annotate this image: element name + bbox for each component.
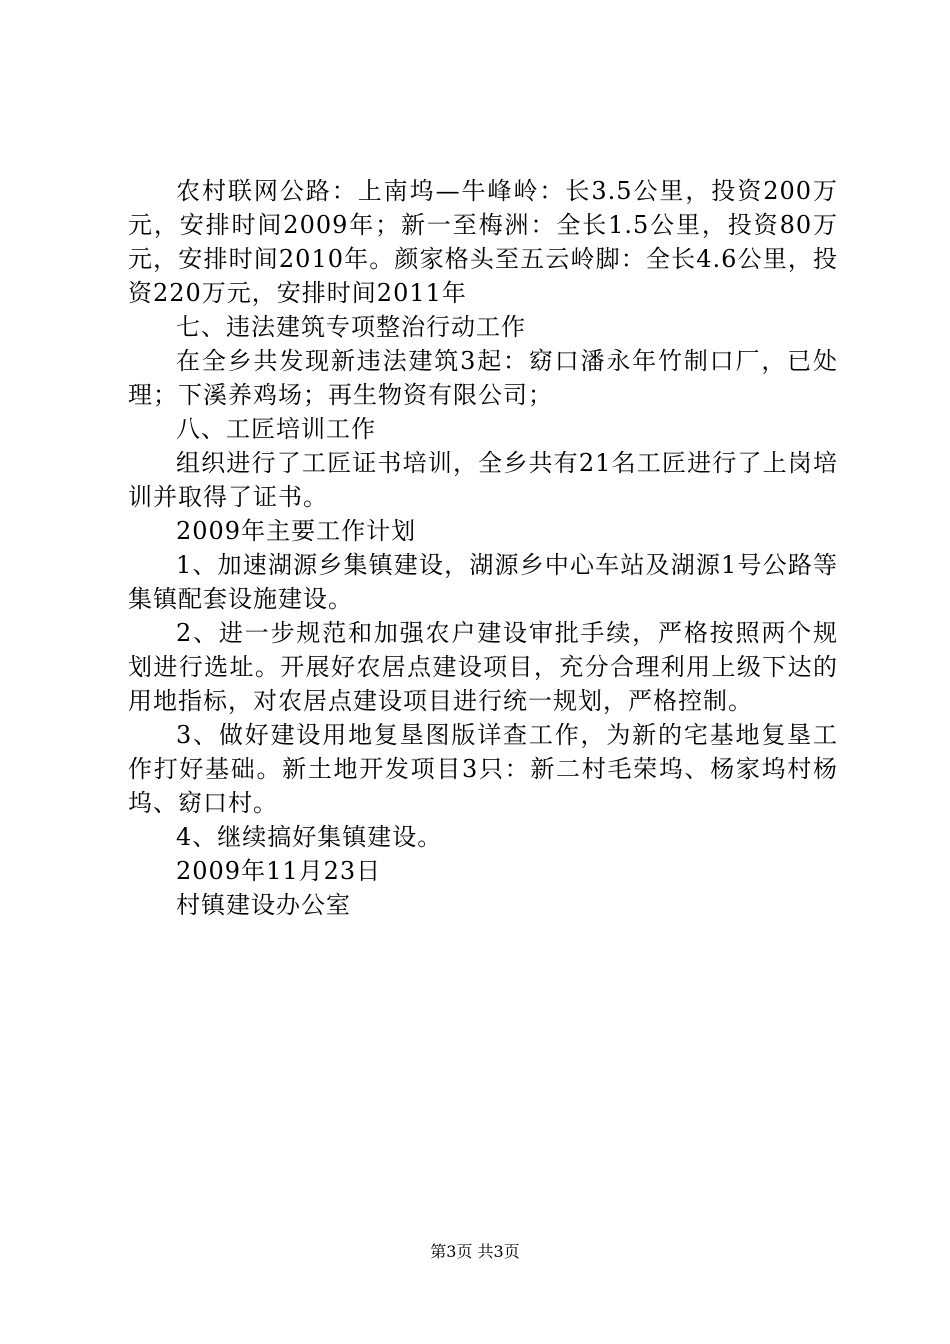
document-date: 2009年11月23日 bbox=[176, 857, 382, 885]
document-signature-office: 村镇建设办公室 bbox=[176, 891, 351, 919]
paragraph-illegal-building: 在全乡共发现新违法建筑3起：窈口潘永年竹制口厂，已处理；下溪养鸡场；再生物资有限公司； bbox=[128, 347, 838, 409]
section-heading-illegal-building: 七、违法建筑专项整治行动工作 bbox=[176, 313, 526, 341]
page-footer: 第3页 共3页 bbox=[430, 1242, 520, 1261]
plan-item-3: 3、做好建设用地复垦图版详查工作，为新的宅基地复垦工作打好基础。新土地开发项目3只：新二村毛荣坞、杨家坞村杨坞、窈口村。 bbox=[128, 721, 838, 817]
section-heading-craftsman-training: 八、工匠培训工作 bbox=[176, 415, 376, 443]
plan-item-4: 4、继续搞好集镇建设。 bbox=[176, 823, 443, 851]
document-body bbox=[128, 174, 838, 922]
plan-item-2: 2、进一步规范和加强农户建设审批手续，严格按照两个规划进行选址。开展好农居点建设项目，充分合理利用上级下达的用地指标，对农居点建设项目进行统一规划，严格控制。 bbox=[128, 619, 838, 715]
section-heading-work-plan: 2009年主要工作计划 bbox=[176, 517, 417, 545]
paragraph-craftsman-training: 组织进行了工匠证书培训，全乡共有21名工匠进行了上岗培训并取得了证书。 bbox=[128, 449, 838, 511]
paragraph-rural-road: 农村联网公路：上南坞—牛峰岭：长3.5公里，投资200万元，安排时间2009年；新一至梅洲：全长1.5公里，投资80万元，安排时间2010年。颜家格头至五云岭脚：全长4.6公里，投资220万元，安排时间2011年 bbox=[128, 177, 838, 307]
plan-item-1: 1、加速湖源乡集镇建设，湖源乡中心车站及湖源1号公路等集镇配套设施建设。 bbox=[128, 551, 838, 613]
